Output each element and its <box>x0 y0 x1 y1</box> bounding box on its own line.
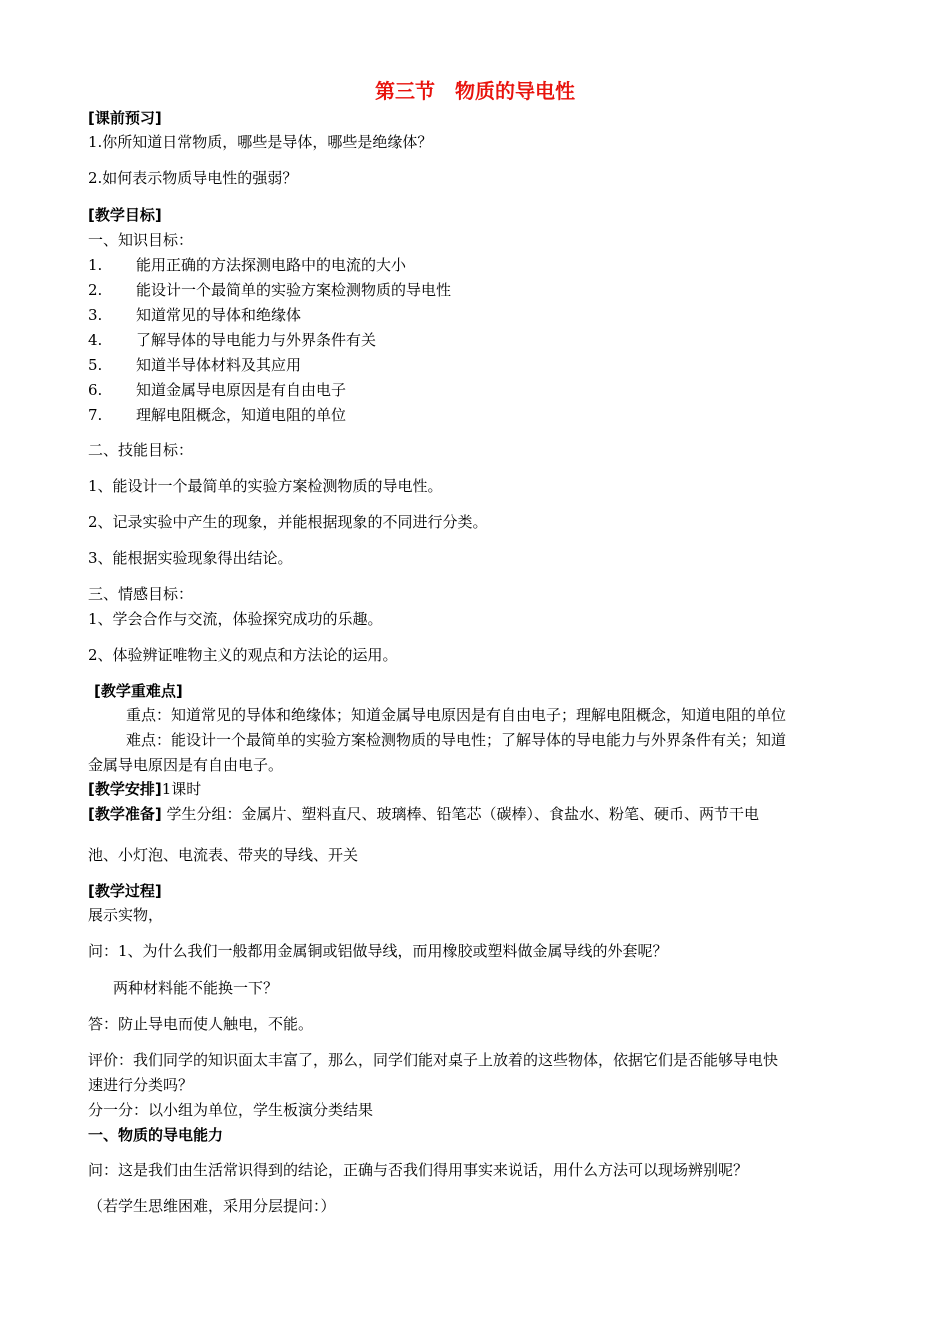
process-comment: 评价：我们同学的知识面太丰富了，那么，同学们能对桌子上放着的这些物体，依据它们是否能够导电快 <box>88 1051 779 1069</box>
knowledge-goal-item: 2. 能设计一个最简单的实验方案检测物质的导电性 <box>88 281 452 299</box>
skill-goal-item: 3、能根据实验现象得出结论。 <box>88 549 293 567</box>
key-points-heading: [教学重难点] <box>94 682 183 700</box>
process-heading: [教学过程] <box>88 882 162 900</box>
preparation-line <box>88 804 759 824</box>
skill-goals-heading: 二、技能目标： <box>88 441 194 459</box>
preparation-text-cont: 池、小灯泡、电流表、带夹的导线、开关 <box>88 846 359 864</box>
knowledge-goal-item: 7. 理解电阻概念，知道电阻的单位 <box>88 406 347 424</box>
goals-heading: [教学目标] <box>88 206 162 224</box>
skill-goal-item: 1、能设计一个最简单的实验方案检测物质的导电性。 <box>88 477 443 495</box>
preview-question-2: 2.如何表示物质导电性的强弱？ <box>88 169 298 187</box>
preview-heading: [课前预习] <box>88 109 162 127</box>
knowledge-goal-item: 4. 了解导体的导电能力与外界条件有关 <box>88 331 377 349</box>
process-show: 展示实物， <box>88 906 164 924</box>
page-title: 第三节 物质的导电性 <box>375 79 575 103</box>
knowledge-goal-item: 3. 知道常见的导体和绝缘体 <box>88 306 302 324</box>
arrangement-line <box>88 779 201 799</box>
process-classify: 分一分：以小组为单位，学生板演分类结果 <box>88 1101 374 1119</box>
difficult-point-text-cont: 金属导电原因是有自由电子。 <box>88 756 284 774</box>
arrangement-value: 1课时 <box>161 780 202 798</box>
emotion-goal-item: 2、体验辨证唯物主义的观点和方法论的运用。 <box>88 646 398 664</box>
process-question-2: 问：这是我们由生活常识得到的结论，正确与否我们得用事实来说话，用什么方法可以现场辨别呢？ <box>88 1161 749 1179</box>
key-point-text: 重点：知道常见的导体和绝缘体；知道金属导电原因是有自由电子；理解电阻概念，知道电阻的单位 <box>126 706 787 724</box>
emotion-goal-item: 1、学会合作与交流，体验探究成功的乐趣。 <box>88 610 383 628</box>
arrangement-label: [教学安排] <box>88 780 162 798</box>
process-answer-1: 答：防止导电而使人触电，不能。 <box>88 1015 314 1033</box>
knowledge-goal-item: 6. 知道金属导电原因是有自由电子 <box>88 381 347 399</box>
process-question-1b: 两种材料能不能换一下？ <box>113 979 279 997</box>
knowledge-goal-item: 1. 能用正确的方法探测电路中的电流的大小 <box>88 256 407 274</box>
preparation-label: [教学准备] <box>88 805 162 823</box>
skill-goal-item: 2、记录实验中产生的现象，并能根据现象的不同进行分类。 <box>88 513 488 531</box>
preparation-text: 学生分组：金属片、塑料直尺、玻璃棒、铅笔芯（碳棒）、食盐水、粉笔、硬币、两节干电 <box>166 805 760 823</box>
process-question-1: 问：1、为什么我们一般都用金属铜或铝做导线，而用橡胶或塑料做金属导线的外套呢？ <box>88 942 668 960</box>
emotion-goals-heading: 三、情感目标： <box>88 585 194 603</box>
knowledge-goals-heading: 一、知识目标： <box>88 231 194 249</box>
preview-question-1: 1.你所知道日常物质，哪些是导体，哪些是绝缘体？ <box>88 133 433 151</box>
knowledge-goal-item: 5. 知道半导体材料及其应用 <box>88 356 302 374</box>
difficult-point-text: 难点：能设计一个最简单的实验方案检测物质的导电性；了解导体的导电能力与外界条件有关；知道 <box>126 731 787 749</box>
section-heading-1: 一、物质的导电能力 <box>88 1126 224 1144</box>
process-hint: （若学生思维困难，采用分层提问：） <box>88 1197 336 1215</box>
process-comment-cont: 速进行分类吗？ <box>88 1076 194 1094</box>
